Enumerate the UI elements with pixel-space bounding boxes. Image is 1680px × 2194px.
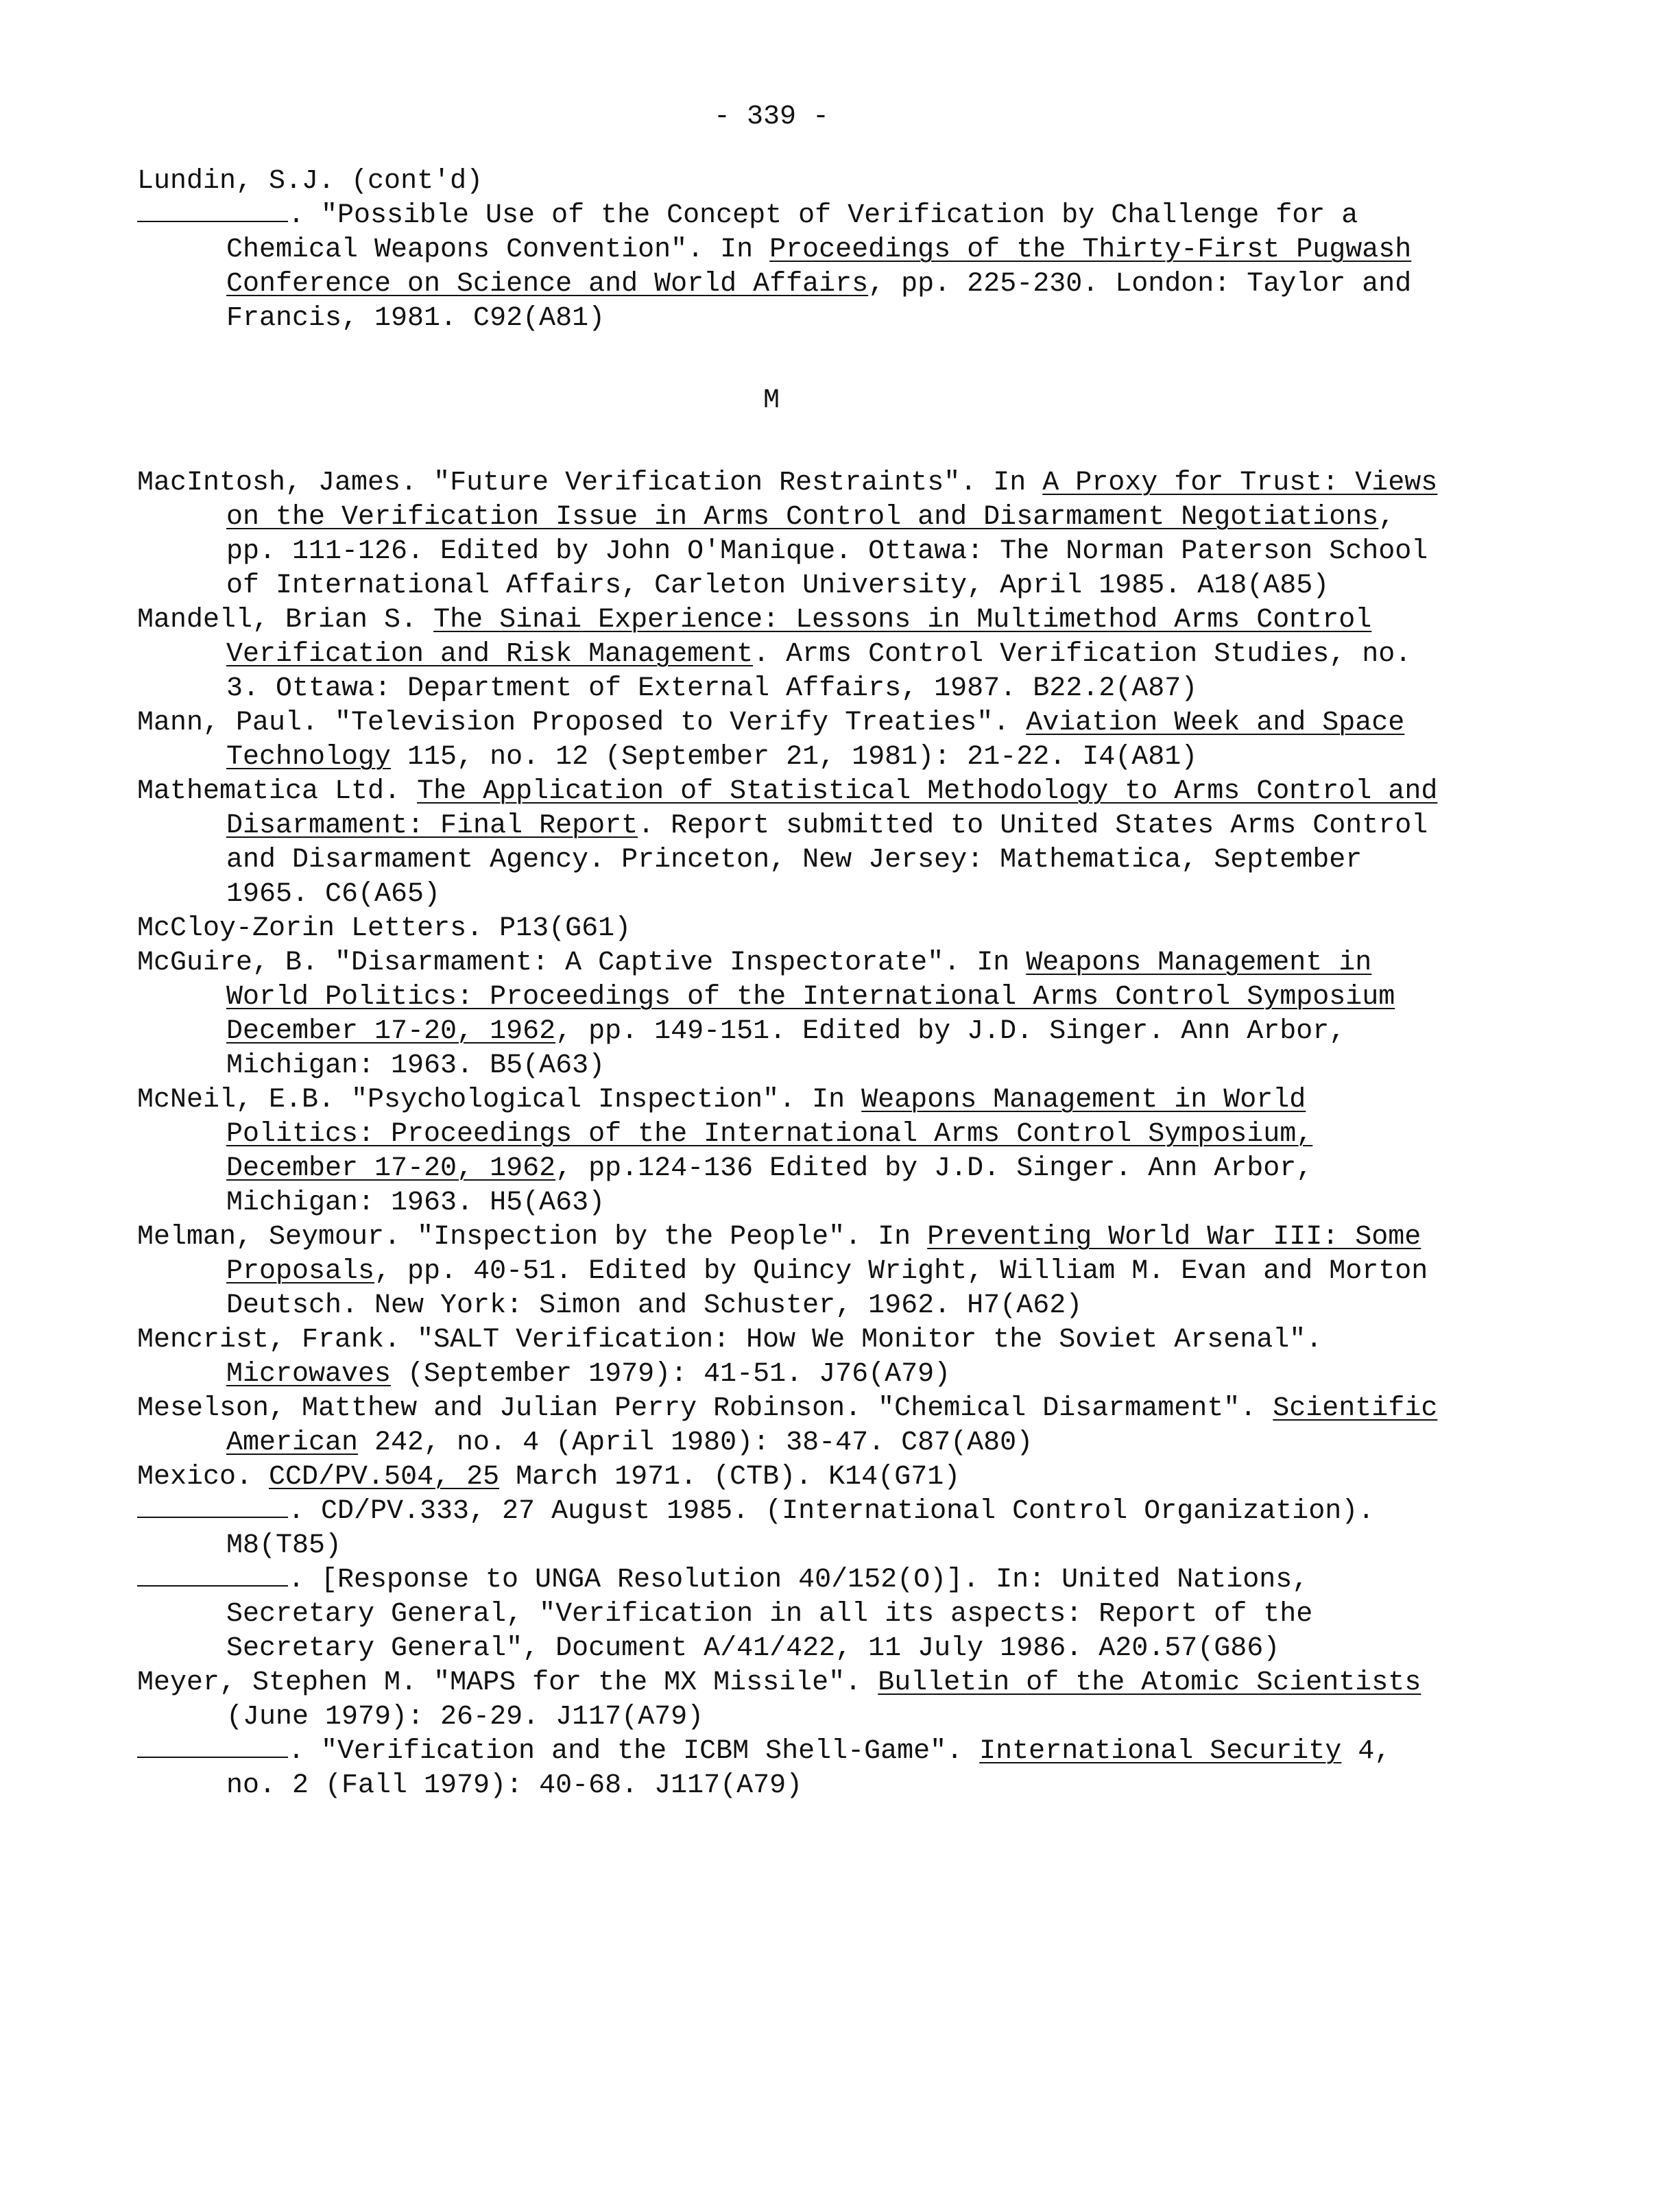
bibliography-entry [137, 1220, 1440, 1323]
entry-text: . "Verification and the ICBM Shell-Game". [288, 1736, 980, 1767]
entry-title-underlined: Weapons Management in World Politics: Proceedings of the International Arms Control Symposium December 17-20, 1962 [226, 948, 1395, 1047]
section-gap [137, 336, 1440, 384]
entry-title-underlined: Scientific American [226, 1393, 1438, 1458]
entry-text: MacIntosh, James. "Future Verification Restraints". In [137, 468, 1043, 498]
entry-title-underlined: Aviation Week and Space Technology [226, 708, 1405, 773]
entry-text: Meselson, Matthew and Julian Perry Robinson. "Chemical Disarmament". [137, 1393, 1273, 1424]
entry-text: (June 1979): 26-29. J117(A79) [226, 1702, 704, 1733]
bibliography-entry [137, 1323, 1440, 1392]
bibliography-entry [137, 1563, 1440, 1666]
section-letter: M [763, 385, 780, 416]
page-number: - 339 - [713, 101, 830, 132]
bibliography-entry [137, 1666, 1440, 1735]
bibliography-entry [137, 165, 1440, 199]
entry-text: McNeil, E.B. "Psychological Inspection". In [137, 1085, 862, 1116]
bibliography-entry [137, 775, 1440, 912]
entry-text: March 1971. (CTB). K14(G71) [499, 1462, 961, 1493]
entry-title-underlined: The Application of Statistical Methodology to Arms Control and Disarmament: Final Report [226, 776, 1438, 841]
repeat-author-rule [137, 220, 288, 222]
entry-text: (September 1979): 41-51. J76(A79) [391, 1359, 951, 1390]
entry-text: 242, no. 4 (April 1980): 38-47. C87(A80) [358, 1427, 1033, 1458]
entry-text: . Report submitted to United States Arms Control and Disarmament Agency. Princeton, New Jersey: Mathematica, September 1965. C6(A65) [226, 810, 1428, 910]
entry-text: Meyer, Stephen M. "MAPS for the MX Missile". [137, 1667, 878, 1698]
entry-title-underlined: Microwaves [226, 1359, 392, 1390]
bibliography-entry [137, 466, 1440, 603]
entry-text: McCloy-Zorin Letters. P13(G61) [137, 913, 632, 944]
entry-text: . CD/PV.333, 27 August 1985. (International Control Organization). M8(T85) [226, 1496, 1375, 1561]
entry-text: 115, no. 12 (September 21, 1981): 21-22. I4(A81) [391, 742, 1198, 773]
bibliography-entry [137, 1495, 1440, 1563]
entry-text: Mann, Paul. "Television Proposed to Verify Treaties". [137, 708, 1027, 738]
bibliography-list [137, 165, 1440, 1803]
entry-title-underlined: Weapons Management in World Politics: Proceedings of the International Arms Control Symposium, December 17-20, 1962 [226, 1085, 1313, 1184]
entry-title-underlined: International Security [979, 1736, 1342, 1767]
repeat-author-rule [137, 1584, 288, 1587]
bibliography-entry [137, 603, 1440, 706]
entry-text: Mathematica Ltd. [137, 776, 418, 807]
entry-text: , pp. 111-126. Edited by John O'Manique. Ottawa: The Norman Paterson School of International Affairs, Carleton University, April 1985. A18(A85) [226, 502, 1428, 601]
entry-text: , pp. 149-151. Edited by J.D. Singer. Ann Arbor, Michigan: 1963. B5(A63) [226, 1016, 1346, 1081]
entry-text: . [Response to UNGA Resolution 40/152(O)]. In: United Nations, Secretary General, "Verification in all its aspects: Report of the Secretary General", Document A/41/422, 11 July 1986. A20.57(G86) [226, 1565, 1313, 1664]
entry-text: Mandell, Brian S. [137, 605, 434, 636]
entry-text: . Arms Control Verification Studies, no. 3. Ottawa: Department of External Affairs, 1987. B22.2(A87) [226, 639, 1412, 704]
entry-text: 4, no. 2 (Fall 1979): 40-68. J117(A79) [226, 1736, 1391, 1801]
entry-title-underlined: The Sinai Experience: Lessons in Multimethod Arms Control Verification and Risk Management [226, 605, 1372, 670]
entry-title-underlined: A Proxy for Trust: Views on the Verification Issue in Arms Control and Disarmament Negotiations [226, 468, 1438, 533]
bibliography-entry [137, 1460, 1440, 1495]
bibliography-entry [137, 199, 1440, 336]
entry-text: Melman, Seymour. "Inspection by the People". In [137, 1222, 928, 1253]
repeat-author-rule [137, 1516, 288, 1518]
bibliography-entry [137, 912, 1440, 946]
entry-title-underlined: Preventing World War III: Some Proposals [226, 1222, 1421, 1287]
bibliography-entry [137, 946, 1440, 1083]
entry-text: , pp. 225-230. London: Taylor and Francis, 1981. C92(A81) [226, 269, 1412, 334]
entry-text: Mexico. [137, 1462, 269, 1493]
bibliography-entry [137, 1083, 1440, 1220]
bibliography-entry [137, 1392, 1440, 1460]
entry-text: . "Possible Use of the Concept of Verification by Challenge for a Chemical Weapons Convention". In [226, 200, 1358, 265]
entry-text: Lundin, S.J. (cont'd) [137, 166, 483, 197]
entry-text: , pp. 40-51. Edited by Quincy Wright, William M. Evan and Morton Deutsch. New York: Simon and Schuster, 1962. H7(A62) [226, 1256, 1428, 1321]
entry-title-underlined: CCD/PV.504, 25 [269, 1462, 500, 1493]
repeat-author-rule [137, 1756, 288, 1758]
entry-text: , pp.124-136 Edited by J.D. Singer. Ann Arbor, Michigan: 1963. H5(A63) [226, 1153, 1313, 1218]
bibliography-entry [137, 1735, 1440, 1803]
entry-title-underlined: Bulletin of the Atomic Scientists [878, 1667, 1421, 1698]
entry-text: Mencrist, Frank. "SALT Verification: How We Monitor the Soviet Arsenal". [137, 1325, 1323, 1355]
bibliography-entry [137, 706, 1440, 775]
entry-title-underlined: Proceedings of the Thirty-First Pugwash Conference on Science and World Affairs [226, 234, 1412, 300]
entry-text: McGuire, B. "Disarmament: A Captive Inspectorate". In [137, 948, 1027, 978]
